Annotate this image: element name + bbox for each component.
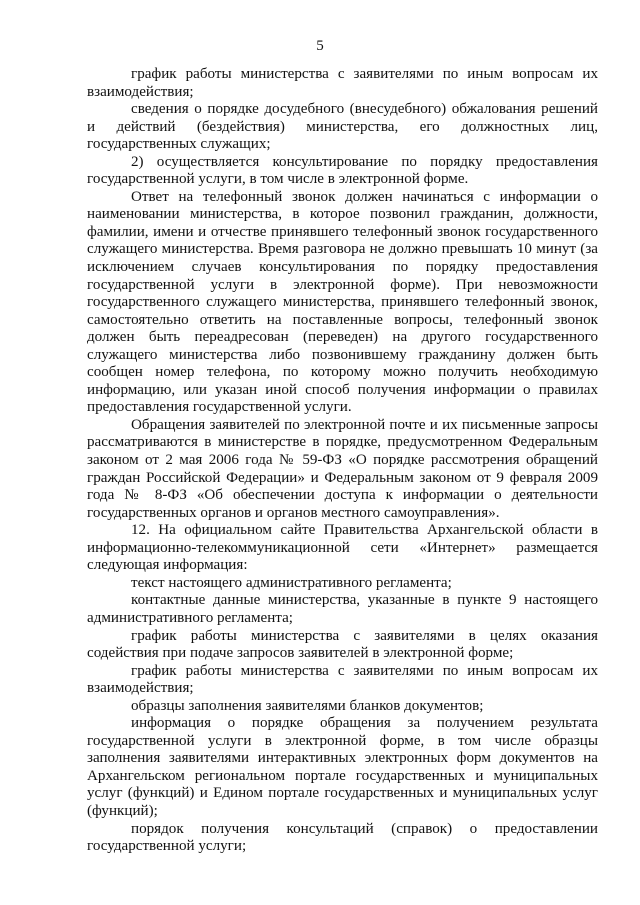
paragraph: график работы министерства с заявителями в целях оказания содействия при подаче запросов заявителей в электронной форме; [87, 627, 598, 662]
paragraph: 12. На официальном сайте Правительства Архангельской области в информационно-телекоммуникационной сети «Интернет» размещается следующая информация: [87, 522, 598, 574]
paragraph: контактные данные министерства, указанные в пункте 9 настоящего административного регламента; [87, 592, 598, 626]
paragraph: порядок получения консультаций (справок) о предоставлении государственной услуги; [87, 820, 598, 855]
paragraph: график работы министерства с заявителями по иным вопросам их взаимодействия; [87, 66, 598, 100]
page-number: 5 [316, 38, 324, 54]
paragraph: текст настоящего административного регламента; [131, 574, 452, 591]
paragraph: график работы министерства с заявителями по иным вопросам их взаимодействия; [87, 662, 598, 697]
paragraph: 2) осуществляется консультирование по порядку предоставления государственной услуги, в том числе в электронной форме. [87, 153, 598, 188]
paragraph: Обращения заявителей по электронной почте и их письменные запросы рассматриваются в министерстве в порядке, предусмотренном Федеральным законом от 2 мая 2006 года № 59-ФЗ «О порядке рассмотрения обращений граждан Российской Федерации» и Федеральным законом от 9 февраля 2009 года № 8-ФЗ «Об обеспечении доступа к информации о деятельности государственных органов и органов местного самоуправления». [87, 416, 598, 521]
paragraph: Ответ на телефонный звонок должен начинаться с информации о наименовании министерства, в которое позвонил гражданин, должности, фамилии, имени и отчестве принявшего телефонный звонок государственного служащего министерства. Время разговора не должно превышать 10 минут (за исключением случаев консультирования по порядку предоставления государственной услуги в электронной форме). При невозможности государственного служащего министерства, принявшего телефонный звонок, самостоятельно ответить на поставленные вопросы, телефонный звонок должен быть переадресован (переведен) на другого государственного служащего министерства либо позвонившему гражданину должен быть сообщен номер телефона, по которому можно получить необходимую информацию, или указан иной способ получения информации о правилах предоставления государственной услуги. [87, 188, 598, 416]
paragraph: сведения о порядке досудебного (внесудебного) обжалования решений и действий (бездействия) министерства, его должностных лиц, государственных служащих; [87, 101, 598, 153]
paragraph: информация о порядке обращения за получением результата государственной услуги в электронной форме, в том числе образцы заполнения заявителями интерактивных электронных форм документов на Архангельском региональном портале государственных и муниципальных услуг (функций) и Едином портале государственных и муниципальных услуг (функций); [87, 715, 598, 819]
document-body [87, 66, 598, 856]
paragraph: образцы заполнения заявителями бланков документов; [131, 697, 484, 714]
